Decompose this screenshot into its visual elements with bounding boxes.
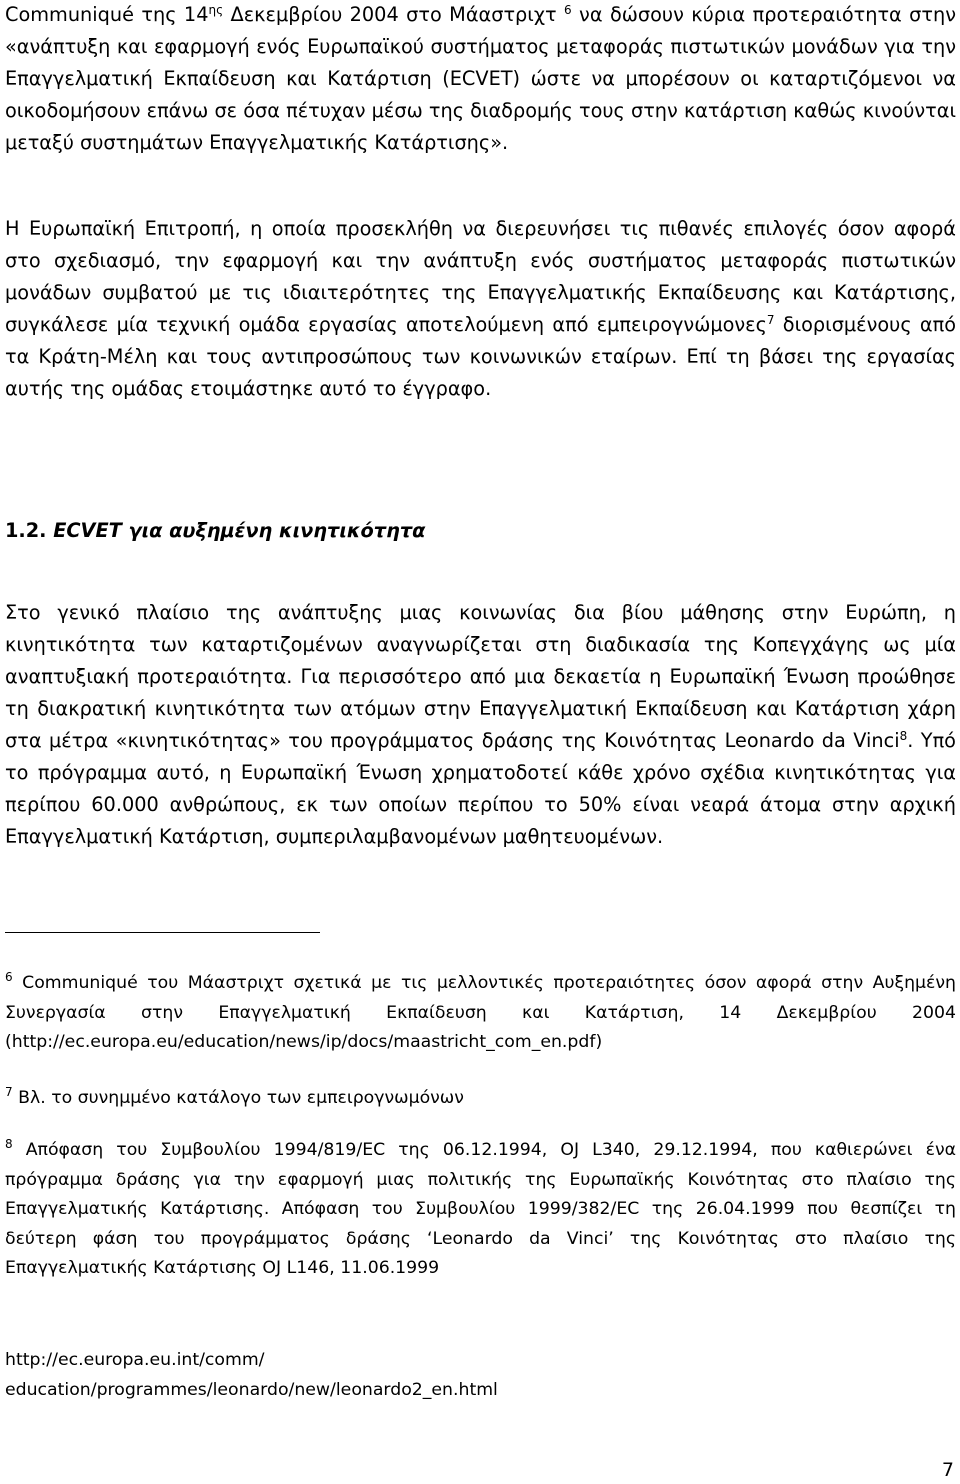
- footnote-reference-6[interactable]: 6: [564, 3, 572, 17]
- page-number: 7: [941, 1459, 954, 1481]
- footnote-text: Communiqué του Μάαστριχτ σχετικά με τις μελλοντικές προτεραιότητες όσον αφορά στην Αυξημένη Συνεργασία στην Επαγγελματική Εκπαίδευση και Κατάρτιση, 14 Δεκεμβρίου 2004 (http://ec.europa.eu/education/news/ip/docs/maastricht_com_en.pdf): [5, 973, 956, 1052]
- paragraph-text: . Υπό το πρόγραμμα αυτό, η Ευρωπαϊκή Ένωση χρηματοδοτεί κάθε χρόνο σχέδια κινητικότητας για περίπου 60.000 ανθρώπους, εκ των οποίων περίπου το 50% είναι νεαρά άτομα στην αρχική Επαγγελματική Κατάρτιση, συμπεριλαμβανομένων μαθητευομένων.: [5, 729, 956, 848]
- footnote-reference-7[interactable]: 7: [766, 313, 775, 327]
- footnote-text: Βλ. το συνημμένο κατάλογο των εμπειρογνωμόνων: [12, 1088, 464, 1108]
- paragraph-text: διορισμένους από τα Κράτη-Μέλη και τους αντιπροσώπους των κοινωνικών εταίρων. Επί τη βάσει της εργασίας αυτής της ομάδας ετοιμάστηκε αυτό το έγγραφο.: [5, 313, 956, 400]
- paragraph-maastricht-communique: [5, 0, 956, 159]
- footnote-8: [5, 1136, 956, 1284]
- footnote-reference-8[interactable]: 8: [899, 729, 908, 743]
- footnote-text: Απόφαση του Συμβουλίου 1994/819/EC της 06.12.1994, OJ L340, 29.12.1994, που καθιερώνει ένα πρόγραμμα δράσης για την εφαρμογή μιας πολιτικής της Ευρωπαϊκής Κοινότητας στο πλαίσιο της Επαγγελματικής Κατάρτισης. Απόφαση του Συμβουλίου 1999/382/EC της 26.04.1999 που θεσπίζει τη δεύτερη φάση του προγράμματος δράσης ‘Leonardo da Vinci’ της Κοινότητας στο πλαίσιο της Επαγγελματικής Κατάρτισης OJ L146, 11.06.1999: [5, 1140, 956, 1278]
- footnote-separator: [5, 932, 320, 933]
- paragraph-text: Δεκεμβρίου 2004 στο Μάαστριχτ: [223, 3, 564, 26]
- footnote-6: [5, 969, 956, 1058]
- leonardo-url[interactable]: [5, 1346, 956, 1405]
- paragraph-text: Communiqué της 14: [5, 3, 209, 26]
- footnote-number: 8: [5, 1137, 13, 1151]
- footnote-number: 7: [5, 1085, 13, 1099]
- paragraph-text: Στο γενικό πλαίσιο της ανάπτυξης μιας κοινωνίας δια βίου μάθησης στην Ευρώπη, η κινητικότητα των καταρτιζομένων αναγνωρίζεται στη διαδικασία της Κοπεγχάγης ως μία αναπτυξιακή προτεραιότητα. Για περισσότερο από μια δεκαετία η Ευρωπαϊκή Ένωση προώθησε τη διακρατική κινητικότητα των ατόμων στην Επαγγελματική Εκπαίδευση και Κατάρτιση χάρη στα μέτρα «κινητικότητας» του προγράμματος δράσης της Κοινότητας Leonardo da Vinci: [5, 601, 956, 752]
- ordinal-suffix: ης: [208, 3, 224, 17]
- section-heading: [5, 515, 425, 547]
- footnote-7: [5, 1084, 956, 1114]
- url-line-1[interactable]: http://ec.europa.eu.int/comm/: [5, 1350, 265, 1370]
- url-line-2[interactable]: education/programmes/leonardo/new/leonardo2_en.html: [5, 1379, 498, 1400]
- paragraph-european-commission: [5, 213, 956, 405]
- paragraph-mobility: [5, 597, 956, 853]
- section-number: 1.2.: [5, 519, 47, 542]
- paragraph-text: Η Ευρωπαϊκή Επιτροπή, η οποία προσεκλήθη να διερευνήσει τις πιθανές επιλογές όσον αφορά στο σχεδιασμό, την εφαρμογή και την ανάπτυξη ενός συστήματος μεταφοράς πιστωτικών μονάδων συμβατού με τις ιδιαιτερότητες της Επαγγελματικής Εκπαίδευσης και Κατάρτισης, συγκάλεσε μία τεχνική ομάδα εργασίας αποτελούμενη από εμπειρογνώμονες: [5, 217, 956, 336]
- footnote-number: 6: [5, 970, 13, 984]
- paragraph-text: να δώσουν κύρια προτεραιότητα στην «ανάπτυξη και εφαρμογή ενός Ευρωπαϊκού συστήματος μεταφοράς πιστωτικών μονάδων για την Επαγγελματική Εκπαίδευση και Κατάρτιση (ECVET) ώστε να μπορέσουν οι καταρτιζόμενοι να οικοδομήσουν επάνω σε όσα πέτυχαν μέσω της διαδρομής τους στην κατάρτιση καθώς κινούνται μεταξύ συστημάτων Επαγγελματικής Κατάρτισης».: [5, 3, 957, 154]
- section-title: ECVET για αυξημένη κινητικότητα: [53, 519, 426, 542]
